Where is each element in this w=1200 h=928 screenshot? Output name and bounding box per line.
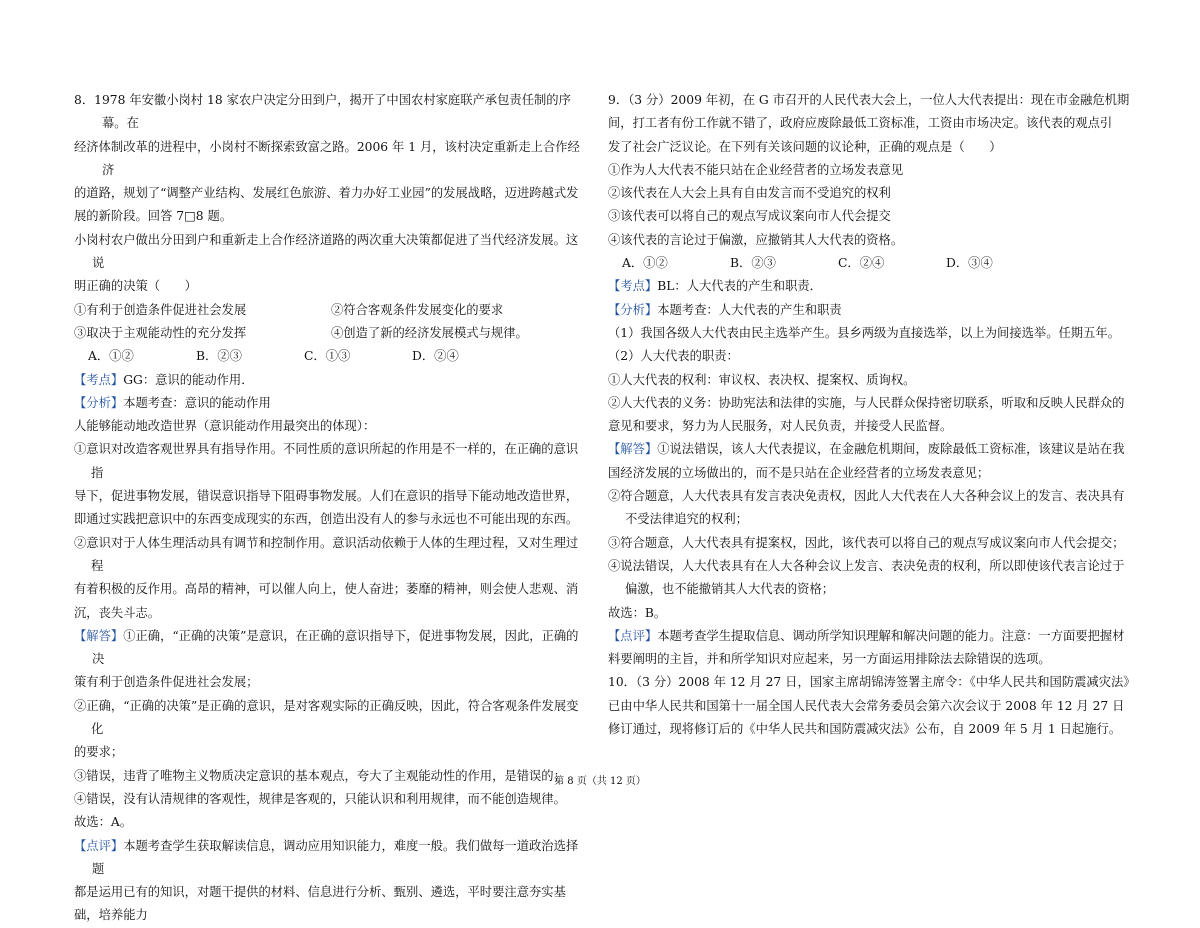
kaodian [74, 369, 588, 392]
choice-3: ③取决于主观能动性的充分发挥 [74, 325, 247, 340]
jieda-text: ①说法错误，该人大代表提议，在金融危机期间，废除最低工资标准，该建议是站在我 [657, 442, 1125, 457]
choice-2: ②符合客观条件发展变化的要求 [331, 302, 504, 317]
fenxi-text: 本题考查：人大代表的产生和职责 [657, 302, 842, 317]
text-line: 发了社会广泛议论。在下列有关该问题的议论种，正确的观点是（ ） [608, 139, 1002, 154]
duty-1: ①人大代表的权利：审议权、表决权、提案权、质询权。 [608, 372, 916, 387]
text-line [608, 625, 1130, 648]
option-b: B．②③ [730, 256, 776, 271]
choice-1: ①有利于创造条件促进社会发展 [74, 302, 247, 317]
text-line: 即通过实践把意识中的东西变成现实的东西，创造出没有人的参与永远也不可能出现的东西。 [74, 512, 579, 527]
question-9-stem [608, 89, 1130, 159]
statement-1: ①作为人大代表不能只站在企业经营者的立场发表意见 [608, 162, 904, 177]
answer-options [74, 345, 588, 368]
answer-4 [608, 555, 1130, 602]
text-line: 有着积极的反作用。高昂的精神，可以催人向上，使人奋进；萎靡的精神，则会使人悲观、消 [74, 582, 579, 597]
point-1 [74, 438, 588, 531]
text-line: 础，培养能力 [74, 908, 148, 923]
jieda [608, 438, 1130, 485]
answer-2 [608, 485, 1130, 532]
question-10-stem [608, 671, 1136, 741]
answer-2 [74, 695, 588, 765]
text-line: 国经济发展的立场做出的，而不是只站在企业经营者的立场发表意见； [608, 465, 990, 480]
question-8-sub-stem [74, 229, 588, 299]
text-line: 的要求； [74, 745, 124, 760]
text-line: 导下，促进事物发展，错误意识指导下阻碍事物发展。人们在意识的指导下能动地改造世界， [74, 489, 579, 504]
kaodian-text: BL：人大代表的产生和职责． [657, 279, 822, 294]
fenxi-line: 人能够能动地改造世界（意识能动作用最突出的体现）： [74, 419, 376, 434]
text-line [74, 625, 588, 672]
text-line: ②人大代表的义务：协助宪法和法律的实施，与人民群众保持密切联系，听取和反映人民群众的 [608, 395, 1125, 410]
final-answer: 故选：A。 [74, 815, 133, 830]
answer-4: ④错误，没有认清规律的客观性，规律是客观的，只能认识和利用规律，而不能创造规律。 [74, 791, 566, 806]
text-line [608, 438, 1130, 461]
text-line: 的道路，规划了“调整产业结构、发展红色旅游、着力办好工业园”的发展战略，迈进跨越式发 [74, 186, 579, 201]
text-line: 意见和要求，努力为人民服务，对人民负责，并接受人民监督。 [608, 419, 953, 434]
fenxi-text: 本题考查：意识的能动作用 [123, 395, 271, 410]
fenxi-tag: 【分析】 [74, 395, 124, 410]
choice-4: ④创造了新的经济发展模式与规律。 [331, 325, 528, 340]
option-b: B．②③ [196, 349, 242, 364]
text-line: 都是运用已有的知识，对题干提供的材料、信息进行分析、甄别、遴选，平时要注意夯实基 [74, 885, 566, 900]
text-line: ②意识对于人体生理活动具有调节和控制作用。意识活动依赖于人体的生理过程，又对生理过程 [74, 535, 579, 573]
answer-options [608, 252, 1130, 275]
text-line: 偏激，也不能撤销其人大代表的资格； [625, 582, 835, 597]
fenxi-point-2: （2）人大代表的职责： [608, 349, 739, 364]
text-line: 8．1978 年安徽小岗村 18 家农户决定分田到户，揭开了中国农村家庭联产承包责任制的序幕。在 [74, 93, 571, 131]
point-2 [74, 532, 588, 625]
text-line: 间，打工者有份工作就不错了，政府应废除最低工资标准，工资由市场决定。该代表的观点引 [608, 116, 1113, 131]
statement-3: ③该代表可以将自己的观点写成议案向市人代会提交 [608, 209, 891, 224]
dianping-text: 本题考查学生获取解读信息，调动应用知识能力，难度一般。我们做每一道政治选择题 [92, 838, 579, 876]
text-line: 10．（3 分）2008 年 12 月 27 日，国家主席胡锦涛签署主席令：《中华人民共和国防震减灾法》 [608, 675, 1136, 690]
dianping-tag: 【点评】 [74, 838, 124, 853]
kaodian-tag: 【考点】 [608, 279, 658, 294]
dianping-text: 本题考查学生提取信息、调动所学知识理解和解决问题的能力。注意：一方面要把握材 [657, 628, 1125, 643]
option-a: A．①② [622, 256, 668, 271]
text-line: 修订通过，现将修订后的《中华人民共和国防震减灾法》公布，自 2009 年 5 月 1 日起施行。 [608, 722, 1122, 737]
text-line: 沉，丧失斗志。 [74, 605, 161, 620]
answer-3: ③错误，违背了唯物主义物质决定意识的基本观点，夸大了主观能动性的作用，是错误的； [74, 768, 566, 783]
kaodian [608, 275, 1130, 298]
kaodian-text: GG：意识的能动作用． [123, 372, 254, 387]
dianping [608, 625, 1130, 672]
jieda-tag: 【解答】 [608, 442, 658, 457]
fenxi-point-1: （1）我国各级人大代表由民主选举产生。县乡两级为直接选举，以上为间接选举。任期五年。 [608, 325, 1120, 340]
fenxi [74, 392, 588, 415]
option-c: C．②④ [838, 256, 885, 271]
question-8-stem [74, 89, 588, 229]
jieda-text: ①正确，“正确的决策”是意识，在正确的意识指导下，促进事物发展，因此，正确的决 [92, 628, 579, 667]
page-number: 第 8 页（共 12 页） [554, 776, 646, 787]
final-answer: 故选：B。 [608, 605, 667, 620]
text-line: ①意识对改造客观世界具有指导作用。不同性质的意识所起的作用是不一样的，在正确的意识指 [74, 442, 579, 480]
answer-3: ③符合题意，人大代表具有提案权，因此，该代表可以将自己的观点写成议案向市人代会提交； [608, 535, 1125, 550]
left-column [74, 89, 588, 928]
text-line: 明正确的决策（ ） [74, 279, 197, 294]
text-line: 9．（3 分）2009 年初，在 G 市召开的人民代表大会上，一位人大代表提出：现在市金融危机期 [608, 93, 1130, 107]
option-a: A．①② [88, 349, 134, 364]
text-line: 展的新阶段。回答 7□8 题。 [74, 209, 233, 224]
choice-row [74, 299, 588, 322]
kaodian-tag: 【考点】 [74, 372, 124, 387]
fenxi-tag: 【分析】 [608, 302, 658, 317]
statement-2: ②该代表在人大会上具有自由发言而不受追究的权利 [608, 186, 891, 201]
text-line: ②正确，“正确的决策”是正确的意识，是对客观实际的正确反映，因此，符合客观条件发展变化 [74, 698, 579, 737]
dianping-tag: 【点评】 [608, 628, 658, 643]
jieda [74, 625, 588, 695]
option-c: C．①③ [304, 349, 351, 364]
option-d: D．②④ [412, 349, 459, 364]
text-line: 不受法律追究的权利； [625, 512, 748, 527]
text-line: 已由中华人民共和国第十一届全国人民代表大会常务委员会第六次会议于 2008 年 12 月 27 日 [608, 698, 1125, 713]
fenxi [608, 299, 1130, 322]
option-d: D．③④ [946, 256, 993, 271]
text-line: 策有利于创造条件促进社会发展； [74, 675, 259, 690]
text-line: 小岗村农户做出分田到户和重新走上合作经济道路的两次重大决策都促进了当代经济发展。这说 [74, 232, 579, 271]
text-line: ②符合题意，人大代表具有发言表决免责权，因此人大代表在人大各种会议上的发言、表决具有 [608, 489, 1125, 504]
text-line: 经济体制改革的进程中，小岗村不断探索致富之路。2006 年 1 月，该村决定重新走上合作经济 [74, 139, 580, 177]
duty-2 [608, 392, 1130, 439]
choice-row [74, 322, 588, 345]
statement-4: ④该代表的言论过于偏激，应撤销其人大代表的资格。 [608, 232, 904, 247]
jieda-tag: 【解答】 [74, 628, 124, 643]
text-line: ④说法错误，人大代表具有在人大各种会议上发言、表决免责的权利，所以即使该代表言论过于 [608, 558, 1125, 573]
right-column [608, 89, 1136, 741]
text-line: 料要阐明的主旨，并和所学知识对应起来，另一方面运用排除法去除错误的选项。 [608, 652, 1051, 667]
dianping [74, 835, 588, 928]
text-line [74, 835, 588, 882]
